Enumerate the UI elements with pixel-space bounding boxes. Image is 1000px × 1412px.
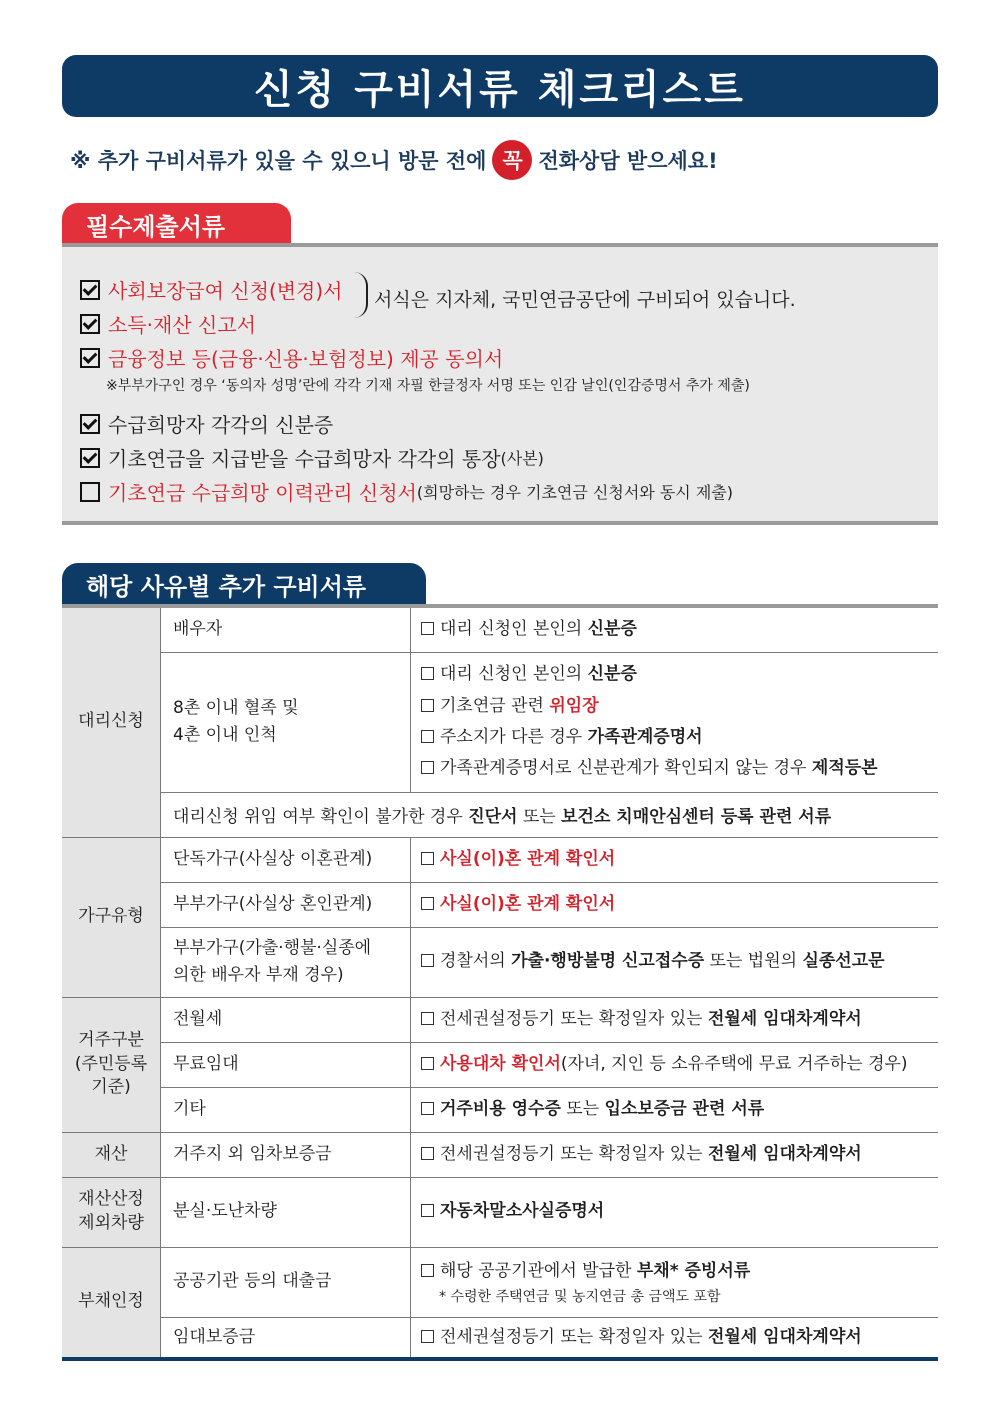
- checklist-item: [80, 309, 256, 338]
- checklist-item-label: 수급희망자 각각의 신분증: [108, 413, 334, 437]
- doc-text: 또는: [560, 1098, 605, 1119]
- checkbox-checked-icon: [80, 414, 100, 434]
- checkbox-icon: [421, 1204, 434, 1217]
- checklist-item-suffix: (희망하는 경우 기초연금 신청서와 동시 제출): [416, 483, 733, 502]
- doc-cell: [411, 1317, 939, 1359]
- doc-bold: 부채* 증빙서류: [636, 1261, 751, 1282]
- doc-text: 주소지가 다른 경우: [440, 727, 588, 747]
- doc-bold: 제적등본: [811, 758, 878, 779]
- doc-bold: 보건소 치매안심센터 등록 관련 서류: [561, 807, 832, 827]
- checkbox-checked-icon: [80, 348, 100, 368]
- subtype-cell: 기타: [161, 1087, 411, 1132]
- doc-cell: [161, 792, 939, 837]
- subtype-cell: [161, 652, 411, 792]
- category-label: 재산: [94, 1143, 128, 1164]
- checkbox-icon: [421, 1057, 434, 1070]
- doc-red: 사실(이)혼 관계 확인서: [440, 893, 616, 914]
- subtype-cell: 공공기관 등의 대출금: [161, 1247, 411, 1317]
- checklist-item-label: 소득·재산 신고서: [108, 313, 256, 337]
- checkbox-checked-icon: [80, 314, 100, 334]
- subtype-cell: 부부가구(사실상 혼인관계): [161, 882, 411, 927]
- doc-line: [421, 1256, 938, 1287]
- doc-bold: 자동차말소사실증명서: [440, 1201, 605, 1222]
- category-label: 대리신청: [78, 711, 144, 732]
- doc-bold: 신분증: [587, 619, 637, 640]
- checkbox-icon: [421, 1264, 434, 1277]
- table-row: [62, 927, 938, 997]
- checkbox-empty-icon: [80, 482, 100, 502]
- checkbox-icon: [421, 699, 434, 712]
- category-cell: [62, 997, 161, 1132]
- checklist-item-label: 기초연금을 지급받을 수급희망자 각각의 통장: [108, 447, 501, 471]
- doc-cell: [411, 1247, 939, 1317]
- category-label: 가구유형: [78, 906, 144, 927]
- doc-text: 경찰서의: [440, 951, 512, 972]
- doc-cell: [411, 927, 939, 997]
- doc-bold: 입소보증금 관련 서류: [604, 1098, 765, 1119]
- doc-cell: [411, 1177, 939, 1247]
- checklist-item-suffix: (사본): [500, 449, 544, 468]
- doc-bold: 실종선고문: [802, 951, 885, 972]
- doc-line: [421, 659, 938, 690]
- doc-cell: [411, 882, 939, 927]
- notice: [70, 140, 718, 180]
- checkbox-icon: [421, 1330, 434, 1343]
- doc-cell: [411, 1087, 939, 1132]
- table-row: [62, 1317, 938, 1359]
- section-tab-required: 필수제출서류: [62, 203, 291, 245]
- required-docs-box: [62, 243, 938, 525]
- subtype-cell: 무료임대: [161, 1042, 411, 1087]
- subtype-line: 4촌 이내 인척: [173, 725, 277, 745]
- checkbox-icon: [421, 852, 434, 865]
- checkbox-icon: [421, 622, 434, 635]
- table-row: [62, 1247, 938, 1317]
- category-label: (주민등록: [74, 1053, 148, 1074]
- checklist-item-label: 사회보장급여 신청(변경)서: [108, 279, 343, 303]
- doc-bold: 전월세 임대차계약서: [707, 1326, 862, 1347]
- doc-bold: 가출·행방불명 신고접수증: [511, 951, 705, 972]
- doc-text: 전세권설정등기 또는 확정일자 있는: [440, 1008, 708, 1029]
- doc-cell: [411, 837, 939, 882]
- doc-text: 대리신청 위임 여부 확인이 불가한 경우: [173, 807, 469, 827]
- doc-line: [421, 691, 938, 722]
- doc-text: 전세권설정등기 또는 확정일자 있는: [440, 1326, 708, 1347]
- checkbox-icon: [421, 1102, 434, 1115]
- checkbox-icon: [421, 730, 434, 743]
- category-label: 거주구분: [78, 1029, 144, 1050]
- doc-cell: [411, 997, 939, 1042]
- doc-red: 위임장: [549, 695, 599, 716]
- table-row: [62, 837, 938, 882]
- doc-text: 대리 신청인 본인의: [440, 664, 588, 685]
- category-cell: [62, 837, 161, 997]
- subtype-cell: 분실·도난차량: [161, 1177, 411, 1247]
- doc-cell: [411, 1132, 939, 1177]
- category-label: 제외차량: [78, 1213, 144, 1233]
- table-row: [62, 1177, 938, 1247]
- doc-cell: [411, 1042, 939, 1087]
- couple-note: ※부부가구인 경우 ‘동의자 성명’란에 각각 기재 자필 한글정자 서명 또는 인감 날인(인감증명서 추가 제출): [106, 378, 750, 394]
- doc-text: 대리 신청인 본인의: [440, 619, 588, 640]
- brace-icon: [352, 272, 368, 318]
- title-bar: [62, 55, 938, 117]
- doc-text: 전세권설정등기 또는 확정일자 있는: [440, 1143, 708, 1164]
- subtype-cell: 배우자: [161, 606, 411, 652]
- table-row: [62, 882, 938, 927]
- checklist-item-label: 기초연금 수급희망 이력관리 신청서: [108, 481, 417, 505]
- category-cell: [62, 1177, 161, 1247]
- checkbox-icon: [421, 1012, 434, 1025]
- checklist-item: [80, 275, 342, 304]
- checklist-item-label: 금융정보 등(금융·신용·보험정보) 제공 동의서: [108, 347, 504, 371]
- table-row: [62, 606, 938, 652]
- table-row: [62, 1132, 938, 1177]
- checkbox-checked-icon: [80, 448, 100, 468]
- page-title: 신청 구비서류 체크리스트: [254, 66, 746, 113]
- category-cell: [62, 1132, 161, 1177]
- notice-suffix: 전화상담 받으세요!: [538, 149, 718, 173]
- checkbox-icon: [421, 897, 434, 910]
- notice-badge: 꼭: [492, 140, 532, 180]
- category-cell: [62, 606, 161, 837]
- doc-bold: 진단서: [468, 807, 518, 827]
- table-row: [62, 1087, 938, 1132]
- doc-line: [421, 722, 938, 753]
- checkbox-checked-icon: [80, 280, 100, 300]
- table-row: [62, 1042, 938, 1087]
- checklist-item: [80, 477, 733, 506]
- category-label: 기준): [91, 1077, 131, 1098]
- doc-bold: 신분증: [587, 664, 637, 685]
- checkbox-icon: [421, 954, 434, 967]
- subtype-cell: 거주지 외 임차보증금: [161, 1132, 411, 1177]
- checkbox-icon: [421, 667, 434, 680]
- category-label: 재산산정: [78, 1189, 144, 1210]
- doc-cell: [411, 652, 939, 792]
- doc-text: 또는 법원의: [704, 951, 803, 972]
- additional-docs-table: [62, 604, 938, 1361]
- table-row: [62, 792, 938, 837]
- checklist-item: [80, 443, 544, 472]
- subtype-line: 의한 배우자 부재 경우): [173, 965, 344, 985]
- doc-line: [421, 753, 938, 784]
- table-row: [62, 997, 938, 1042]
- doc-bold: 전월세 임대차계약서: [707, 1143, 862, 1164]
- doc-text: 해당 공공기관에서 발급한: [440, 1261, 637, 1282]
- checkbox-icon: [421, 1147, 434, 1160]
- subtype-cell: 임대보증금: [161, 1317, 411, 1359]
- subtype-line: 부부가구(가출·행불·실종에: [173, 937, 372, 958]
- checklist-item: [80, 409, 333, 438]
- doc-note: * 수령한 주택연금 및 농지연금 총 금액도 포함: [439, 1288, 721, 1305]
- doc-text: 가족관계증명서로 신분관계가 확인되지 않는 경우: [440, 758, 812, 779]
- checklist-item: [80, 343, 503, 372]
- category-label: 부채인정: [78, 1291, 144, 1312]
- doc-text: 기초연금 관련: [440, 695, 550, 716]
- notice-prefix: ※ 추가 구비서류가 있을 수 있으니 방문 전에: [70, 149, 487, 173]
- form-availability-text: 서식은 지자체, 국민연금공단에 구비되어 있습니다.: [374, 289, 796, 311]
- doc-text: (자녀, 지인 등 소유주택에 무료 거주하는 경우): [560, 1053, 908, 1074]
- checkbox-icon: [421, 761, 434, 774]
- subtype-line: 8촌 이내 혈족 및: [173, 697, 299, 718]
- subtype-cell: [161, 927, 411, 997]
- table-row: [62, 652, 938, 792]
- doc-bold: 거주비용 영수증: [440, 1098, 561, 1119]
- subtype-cell: 전월세: [161, 997, 411, 1042]
- category-cell: [62, 1247, 161, 1359]
- doc-bold: 가족관계증명서: [587, 727, 703, 747]
- doc-text: 또는: [517, 807, 562, 827]
- doc-cell: [411, 606, 939, 652]
- doc-red: 사용대차 확인서: [440, 1053, 561, 1074]
- doc-red: 사실(이)혼 관계 확인서: [440, 848, 616, 869]
- doc-bold: 전월세 임대차계약서: [707, 1008, 862, 1029]
- section-tab-additional: 해당 사유별 추가 구비서류: [62, 563, 426, 605]
- subtype-cell: 단독가구(사실상 이혼관계): [161, 837, 411, 882]
